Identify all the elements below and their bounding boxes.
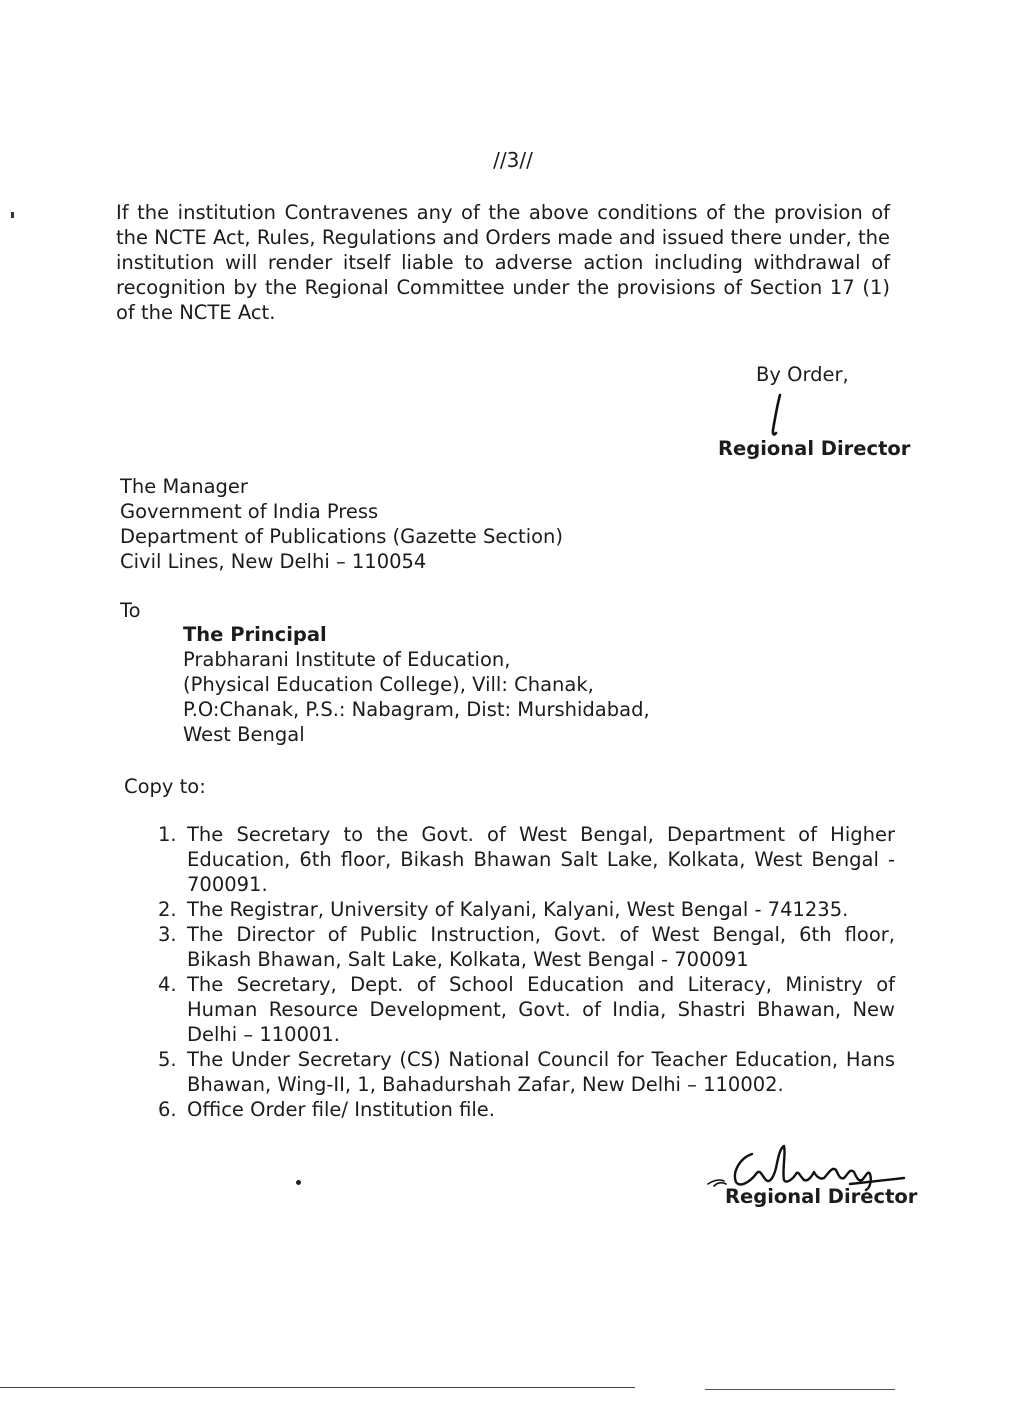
list-item-number: 1.	[158, 823, 177, 846]
list-item	[120, 972, 895, 1047]
to-label: To	[120, 599, 141, 622]
principal-address-line: P.O:Chanak, P.S.: Nabagram, Dist: Murshidabad,	[183, 698, 650, 721]
bottom-rule	[0, 1387, 635, 1388]
list-item-number: 6.	[158, 1098, 177, 1121]
list-item-text: The Under Secretary (CS) National Council for Teacher Education, Hans Bhawan, Wing-II, 1, Bahadurshah Zafar, New Delhi – 110002.	[187, 1048, 895, 1096]
body-paragraph: If the institution Contravenes any of the above conditions of the provision of the NCTE Act, Rules, Regulations and Orders made and issued there under, the institution will render itself liable to adverse action including withdrawal of recognition by the Regional Committee under the provisions of Section 17 (1) of the NCTE Act.	[116, 201, 890, 324]
list-item-number: 5.	[158, 1048, 177, 1071]
manager-address-line: The Manager	[120, 475, 248, 498]
stray-dot	[296, 1180, 301, 1185]
list-item	[120, 1047, 895, 1097]
list-item-number: 4.	[158, 973, 177, 996]
principal-address-line: (Physical Education College), Vill: Chanak,	[183, 673, 594, 696]
signature-stroke-icon	[760, 392, 790, 440]
manager-address-line: Government of India Press	[120, 500, 379, 523]
list-item-text: The Director of Public Instruction, Govt. of West Bengal, 6th floor, Bikash Bhawan, Salt Lake, Kolkata, West Bengal - 700091	[187, 923, 895, 971]
list-item	[120, 1097, 895, 1122]
list-item	[120, 822, 895, 897]
margin-mark	[11, 212, 14, 218]
list-item-text: The Secretary to the Govt. of West Bengal, Department of Higher Education, 6th floor, Bikash Bhawan Salt Lake, Kolkata, West Bengal - 700091.	[187, 823, 895, 896]
manager-address-line: Civil Lines, New Delhi – 110054	[120, 550, 427, 573]
list-item-text: Office Order file/ Institution file.	[187, 1098, 495, 1121]
regional-director-designation: Regional Director	[718, 437, 911, 460]
principal-address-line: West Bengal	[183, 723, 305, 746]
list-item-number: 3.	[158, 923, 177, 946]
manager-address	[120, 474, 563, 574]
list-item-text: The Registrar, University of Kalyani, Kalyani, West Bengal - 741235.	[187, 898, 849, 921]
copy-to-list	[120, 822, 895, 1122]
copy-to-label: Copy to:	[124, 775, 206, 798]
principal-address	[183, 622, 650, 747]
principal-address-line: Prabharani Institute of Education,	[183, 648, 511, 671]
bottom-rule	[705, 1389, 895, 1390]
recipient-title: The Principal	[183, 623, 327, 646]
by-order-text: By Order,	[756, 363, 849, 386]
footer-regional-director: Regional Director	[725, 1185, 918, 1208]
list-item-number: 2.	[158, 898, 177, 921]
manager-address-line: Department of Publications (Gazette Section)	[120, 525, 564, 548]
list-item	[120, 897, 895, 922]
page-number: //3//	[493, 148, 533, 172]
list-item	[120, 922, 895, 972]
list-item-text: The Secretary, Dept. of School Education and Literacy, Ministry of Human Resource Development, Govt. of India, Shastri Bhawan, New Delhi – 110001.	[187, 973, 895, 1046]
